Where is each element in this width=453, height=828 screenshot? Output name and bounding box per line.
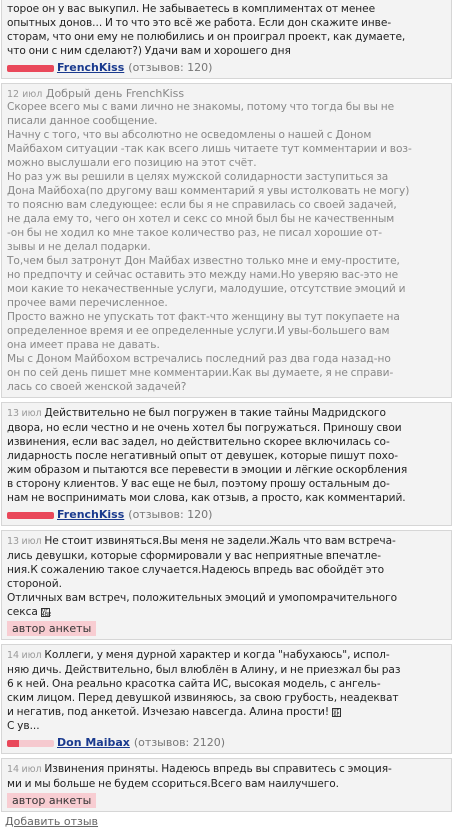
comment-line: стороной. xyxy=(7,578,62,590)
comment-line: торое он у вас выкупил. Не забываетесь в комплиментах от менее xyxy=(7,3,376,15)
comment-line: Извинения приняты. Надеюсь впредь вы справитесь с эмоция- xyxy=(44,763,392,775)
comment-line: зывы и не делал подарки. xyxy=(7,241,151,253)
comment-line: он по сей день пишет мне комментарии.Как вы думаете, я не справи- xyxy=(7,367,394,379)
author-badge: автор анкеты xyxy=(7,621,96,636)
comment-line: Коллеги, у меня дурной характер и когда "набухаюсь", испол- xyxy=(44,649,390,661)
comment-line: Скорее всего мы с вами лично не знакомы, потому что тогда бы вы не xyxy=(7,101,395,113)
comment-line: Майбахом ситуации -так как всего лишь читаете тут комментарии и воз- xyxy=(7,143,412,155)
comment-line: -он бы не ходил ко мне такое количество раз, не писал хорошие от- xyxy=(7,227,382,239)
comment-line: то поясню вам следующее: если бы я не справилась со своей задачей, xyxy=(7,199,397,211)
comment-line: няю дичь. Действительно, был влюблён в Алину, и не приезжал бы раз xyxy=(7,664,401,676)
author-badge: автор анкеты xyxy=(7,793,96,808)
comment-line: определенное время и ее определенные услуги.И увы-большего вам xyxy=(7,325,390,337)
signature xyxy=(7,735,446,750)
comment-line: ским лицом. Перед девушкой извиняюсь, за свою грубость, неадекват xyxy=(7,692,399,704)
comment-line: Начну с того, что вы абсолютно не осведомлены о нашей с Доном xyxy=(7,129,372,141)
comment-line: она имеет права не давать. xyxy=(7,339,160,351)
comment-line: прочее вами перечисленное. xyxy=(7,297,168,309)
comment-block xyxy=(1,83,452,398)
comment-date: 12 июл xyxy=(7,89,43,100)
comment-line: но предпочту и сейчас оставить это между нами.Но уверяю вас-это не xyxy=(7,269,399,281)
comment-line: и негатив, под анкетой. Изчезаю навсегда. Алина прости! 0F 6F xyxy=(7,706,340,718)
comment-line: жим образом и пытаются все перевести в эмоции и лёгкие оскорбления xyxy=(7,464,408,476)
add-review-link[interactable]: Добавить отзыв xyxy=(5,815,99,828)
comment-block xyxy=(1,758,452,812)
comment-block xyxy=(1,644,452,754)
comment-line: лись девушки, которые сформировали у вас неприятные впечатле- xyxy=(7,550,382,562)
comment-date: 13 июл xyxy=(7,408,42,419)
comment-header xyxy=(7,87,446,100)
comment-line: Отличных вам встреч, положительных эмоций и умопомрачительного xyxy=(7,592,398,604)
comment-line: извинения, если вас задел, но действительно скорее включилась со- xyxy=(7,436,390,448)
comment-line: сторам, что они ему не полюбились и он проиграл проект, как думаете, xyxy=(7,31,406,43)
comment-greeting: Добрый день FrenchKiss xyxy=(45,87,185,100)
comment-line: ми и мы больше не будем ссориться.Всего вам наилучшего. xyxy=(7,778,339,790)
rating-bar xyxy=(7,512,54,519)
comment-line: Действительно не был погружен в такие тайны Мадридского xyxy=(44,407,386,419)
comment-block xyxy=(1,402,452,526)
comment-line: не дала ему то, чего он хотел и секс со мной был бы не качественным xyxy=(7,213,395,225)
signature xyxy=(7,60,446,75)
comment-date: 13 июл xyxy=(7,536,42,547)
comment-line: секса 0F 4BE xyxy=(7,606,52,618)
comment-line: лась со своей женской задачей? xyxy=(7,381,187,393)
comment-block xyxy=(1,0,452,79)
comment-line: мои какие то некачественные услуги, малодушие, отсутствие эмоций и xyxy=(7,283,406,295)
comment-line: Дона Майбоха(по другому ваш комментарий я увы истолковать не могу) xyxy=(7,185,410,197)
comment-line: Просто важно не упускать тот факт-что женщину вы тут покупаете на xyxy=(7,311,400,323)
comment-block xyxy=(1,530,452,640)
comment-line: двора, но если честно и не очень хотел бы погружаться. Приношу свои xyxy=(7,422,402,434)
comment-date: 14 июл xyxy=(7,650,42,661)
review-count: (отзывов: 120) xyxy=(128,61,213,74)
comment-line: Не стоит извиняться.Вы меня не задели.Жаль что вам встреча- xyxy=(44,535,396,547)
signature xyxy=(7,507,446,522)
username-link[interactable]: FrenchKiss xyxy=(57,61,125,74)
comment-line: нам не воспринимать мои слова, как отзыв, а просто, как комментарий. xyxy=(7,492,406,504)
comment-line: То,чем был затронут Дон Майбах известно только мне и ему-простите, xyxy=(7,255,400,267)
comment-line: ния.К сожалению такое случается.Надеюсь впредь вас обойдёт это xyxy=(7,564,385,576)
comment-line: опытных донов... И то что это всё же работа. Если дон скажите инве- xyxy=(7,17,392,29)
review-count: (отзывов: 2120) xyxy=(133,736,226,749)
comment-line: Но раз уж вы решили в целях мужской солидарности заступиться за xyxy=(7,171,389,183)
review-count: (отзывов: 120) xyxy=(128,508,213,521)
comment-line: лидарность после негативный опыт от девушек, которые пишут похо- xyxy=(7,450,399,462)
comment-line: в сторону клиентов. У вас еще не был, поэтому прошу остальным до- xyxy=(7,478,390,490)
rating-bar xyxy=(7,65,54,72)
comment-line: писали данное сообщение. xyxy=(7,115,158,127)
comment-line: С ув... xyxy=(7,720,40,732)
comment-line: Мы с Доном Майбохом встречались последний раз два года назад-но xyxy=(7,353,391,365)
comment-line: 6 к ней. Она реально красотка сайта ИС, высокая модель, с ангель- xyxy=(7,678,381,690)
comment-line: что они с ним сделают?) Удачи вам и хорошего дня xyxy=(7,45,291,57)
comment-line: можно выслушали его позицию на этот счёт. xyxy=(7,157,257,169)
comment-date: 14 июл xyxy=(7,764,42,775)
username-link[interactable]: FrenchKiss xyxy=(57,508,125,521)
rating-bar xyxy=(7,740,54,747)
missing-glyph-icon: 0F 4BE xyxy=(41,607,52,618)
missing-glyph-icon: 0F 6F xyxy=(333,707,340,718)
username-link[interactable]: Don Maibax xyxy=(57,736,130,749)
